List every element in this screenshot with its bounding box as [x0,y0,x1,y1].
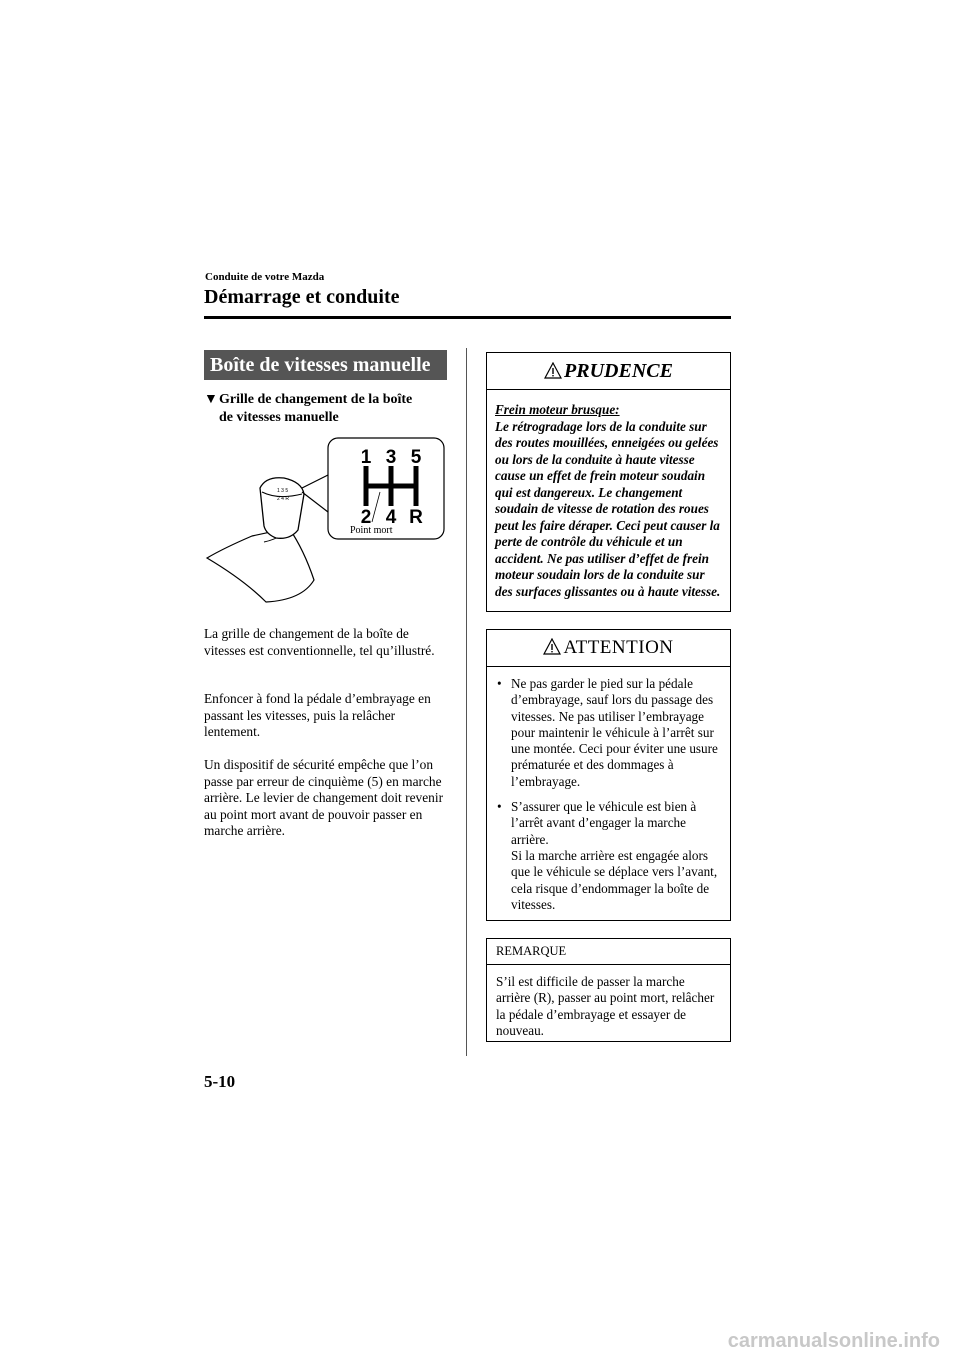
attention-list [487,667,730,913]
section-title: Démarrage et conduite [204,286,400,308]
remarque-title: REMARQUE [487,939,730,965]
prudence-body [487,390,730,600]
triangle-bullet-icon: ▼ [204,392,218,407]
gear-shift-illustration [204,430,454,610]
remarque-text: S’il est difficile de passer la marche arrière (R), passer au point mort, relâcher la pédale d’embrayage et essayer de nouveau. [496,974,715,1038]
shift-knob [260,478,304,539]
svg-text:1 3 5: 1 3 5 [277,488,289,494]
paragraph-clutch: Enfoncer à fond la pédale d’embrayage en passant les vitesses, puis la relâcher lentement. [204,691,431,739]
prudence-text: Le rétrogradage lors de la conduite sur des routes mouillées, enneigées ou gelées ou lors de la conduite à haute vitesse cause un effet de frein moteur soudain qui est dangereux. Le changement soudain de vitesse de rotation des roues peut les faire déraper. Ceci peut causer la perte de contrôle du véhicule et un accident. Ne pas utiliser d’effet de frein moteur soudain lors de la conduite sur des surfaces glissantes ou à haute vitesse. [495,418,721,599]
svg-text:2 4 R: 2 4 R [277,496,289,502]
attention-box [486,629,731,921]
chapter-title: Conduite de votre Mazda [205,271,325,283]
attention-item-text: Ne pas garder le pied sur la pédale d’embrayage, sauf lors du passage des vitesses. Ne pas utiliser l’embrayage pour maintenir le véhicule à l’arrêt sur une montée. Ceci pour éviter une usure prématurée et des dommages à l’embrayage. [511,676,718,789]
gear-5: 5 [410,447,422,468]
paragraph-pattern: La grille de changement de la boîte de vitesses est conventionnelle, tel qu’illustré. [204,626,435,658]
bullet-icon: • [497,799,502,815]
subheading-line1: Grille de changement de la boîte [219,392,413,407]
bullet-icon: • [497,676,502,691]
neutral-label: Point mort [350,525,393,536]
gear-1: 1 [360,447,372,468]
prudence-box [486,352,731,612]
gear-2: 2 [360,507,372,528]
gear-r: R [409,507,423,528]
attention-title-bar [487,630,730,667]
gear-4: 4 [385,507,397,528]
column-divider [466,348,467,1056]
page-number: 5-10 [204,1072,236,1091]
header-rule [204,316,731,319]
attention-item [497,799,722,913]
shift-boot [207,528,314,602]
warning-triangle-icon [544,362,562,379]
attention-item-text-2: Si la marche arrière est engagée alors que le véhicule se déplace vers l’avant, cela risque d’endommager la boîte de vitesses. [511,847,718,912]
prudence-subtitle: Frein moteur brusque: [495,402,620,417]
subheading-line2: de vitesses manuelle [219,410,339,425]
subheading [204,391,454,427]
paragraph-safety: Un dispositif de sécurité empêche que l’on passe par erreur de cinquième (5) en marche arrière. Le levier de changement doit revenir au point mort avant de pouvoir passer en marche arrière. [204,757,444,838]
attention-title: ATTENTION [563,637,674,658]
prudence-title-bar [487,353,730,390]
attention-item-text: S’assurer que le véhicule est bien à l’arrêt avant d’engager la marche arrière. [511,799,697,847]
shift-pattern-figure [204,430,454,610]
attention-item [497,676,722,790]
warning-triangle-icon [543,638,561,655]
topic-heading: Boîte de vitesses manuelle [204,350,447,380]
prudence-title: PRUDENCE [564,360,673,382]
remarque-box [486,938,731,1042]
watermark: carmanualsonline.info [727,1330,940,1352]
gear-3: 3 [385,447,397,468]
